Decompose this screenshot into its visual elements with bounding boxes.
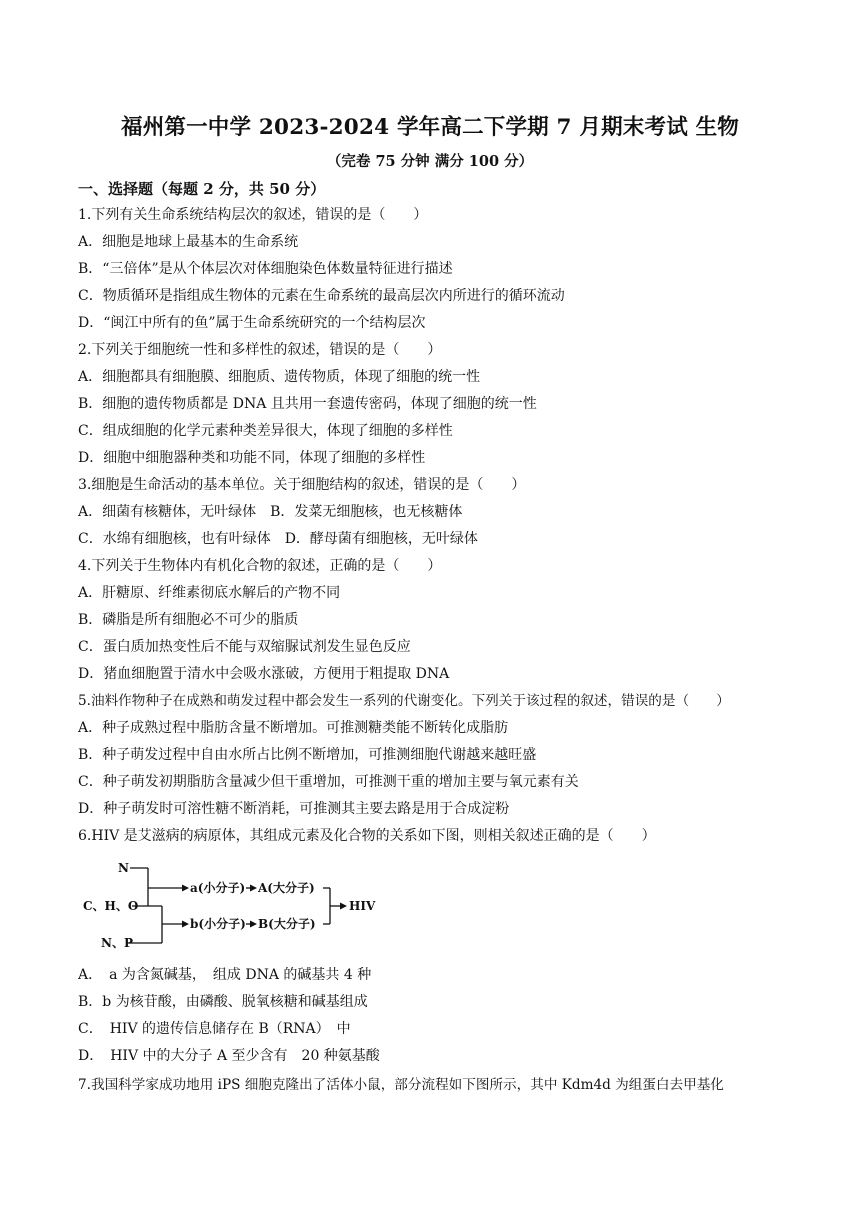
arrow-a-to-big-a-icon (250, 885, 257, 892)
question-5-stem: 5.油料作物种子在成熟和萌发过程中都会发生一系列的代谢变化。下列关于该过程的叙述，错误的是（ ） (78, 693, 730, 709)
question-2-option-a: A．细胞都具有细胞膜、细胞质、遗传物质，体现了细胞的统一性 (78, 369, 481, 385)
question-1-option-c: C．物质循环是指组成生物体的元素在生命系统的最高层次内所进行的循环流动 (78, 288, 565, 304)
macromolecule-b-label: B(大分子) (258, 917, 316, 931)
question-5-option-a: A．种子成熟过程中脂肪含量不断增加。可推测糖类能不断转化成脂肪 (78, 720, 509, 736)
question-1-option-d: D．“闽江中所有的鱼”属于生命系统研究的一个结构层次 (78, 315, 426, 331)
page-title: 福州第一中学 2023-2024 学年高二下学期 7 月期末考试 生物 (121, 115, 739, 140)
hiv-composition-diagram (78, 852, 378, 956)
question-7-stem: 7.我国科学家成功地用 iPS 细胞克隆出了活体小鼠，部分流程如下图所示，其中 Kdm4d 为组蛋白去甲基化 (78, 1077, 724, 1093)
question-6-option-b: B．b 为核苷酸，由磷酸、脱氧核糖和碱基组成 (78, 994, 368, 1010)
small-molecule-b-label: b(小分子) (190, 917, 246, 931)
question-6-stem: 6.HIV 是艾滋病的病原体，其组成元素及化合物的关系如下图，则相关叙述正确的是（ ） (78, 828, 656, 844)
question-6-option-a: A． a 为含氮碱基， 组成 DNA 的碱基共 4 种 (78, 967, 372, 983)
question-1-stem: 1.下列有关生命系统结构层次的叙述，错误的是（ ） (78, 207, 428, 223)
question-4-option-b: B．磷脂是所有细胞必不可少的脂质 (78, 612, 299, 628)
question-2-stem: 2.下列关于细胞统一性和多样性的叙述，错误的是（ ） (78, 342, 442, 358)
question-2-option-b: B．细胞的遗传物质都是 DNA 且共用一套遗传密码，体现了细胞的统一性 (78, 396, 537, 412)
question-5-option-b: B．种子萌发过程中自由水所占比例不断增加，可推测细胞代谢越来越旺盛 (78, 747, 537, 763)
question-3-stem: 3.细胞是生命活动的基本单位。关于细胞结构的叙述，错误的是（ ） (78, 477, 526, 493)
question-6-option-d: D． HIV 中的大分子 A 至少含有 20 种氨基酸 (78, 1048, 380, 1064)
question-6-option-c: C． HIV 的遗传信息储存在 B（RNA） 中 (78, 1021, 351, 1037)
question-3-options-ab: A．细菌有核糖体，无叶绿体 B．发菜无细胞核，也无核糖体 (78, 504, 463, 520)
arrow-to-a-icon (182, 885, 189, 892)
small-molecule-a-label: a(小分子) (190, 881, 246, 895)
question-2-option-c: C．组成细胞的化学元素种类差异很大，体现了细胞的多样性 (78, 423, 453, 439)
question-4-option-a: A．肝糖原、纤维素彻底水解后的产物不同 (78, 585, 341, 601)
arrow-to-hiv-icon (340, 903, 347, 910)
exam-info: （完卷 75 分钟 满分 100 分） (326, 153, 534, 170)
question-4-stem: 4.下列关于生物体内有机化合物的叙述，正确的是（ ） (78, 558, 442, 574)
question-1-option-a: A．细胞是地球上最基本的生命系统 (78, 234, 299, 250)
macromolecule-a-label: A(大分子) (258, 881, 315, 895)
element-cho-label: C、H、O (83, 899, 139, 913)
question-4-option-d: D．猪血细胞置于清水中会吸水涨破，方便用于粗提取 DNA (78, 666, 450, 682)
hiv-label: HIV (349, 899, 376, 913)
question-4-option-c: C．蛋白质加热变性后不能与双缩脲试剂发生显色反应 (78, 639, 411, 655)
question-5-option-d: D．种子萌发时可溶性糖不断消耗，可推测其主要去路是用于合成淀粉 (78, 801, 510, 817)
arrow-b-to-big-b-icon (250, 921, 257, 928)
section-heading: 一、选择题（每题 2 分，共 50 分） (78, 180, 326, 198)
question-1-option-b: B．“三倍体”是从个体层次对体细胞染色体数量特征进行描述 (78, 261, 453, 277)
element-np-label: N、P (101, 936, 133, 950)
arrow-to-b-icon (182, 921, 189, 928)
element-n-label: N (118, 861, 129, 875)
question-5-option-c: C．种子萌发初期脂肪含量减少但干重增加，可推测干重的增加主要与氧元素有关 (78, 774, 579, 790)
question-2-option-d: D．细胞中细胞器种类和功能不同，体现了细胞的多样性 (78, 450, 426, 466)
question-3-options-cd: C．水绵有细胞核，也有叶绿体 D．酵母菌有细胞核，无叶绿体 (78, 531, 478, 547)
